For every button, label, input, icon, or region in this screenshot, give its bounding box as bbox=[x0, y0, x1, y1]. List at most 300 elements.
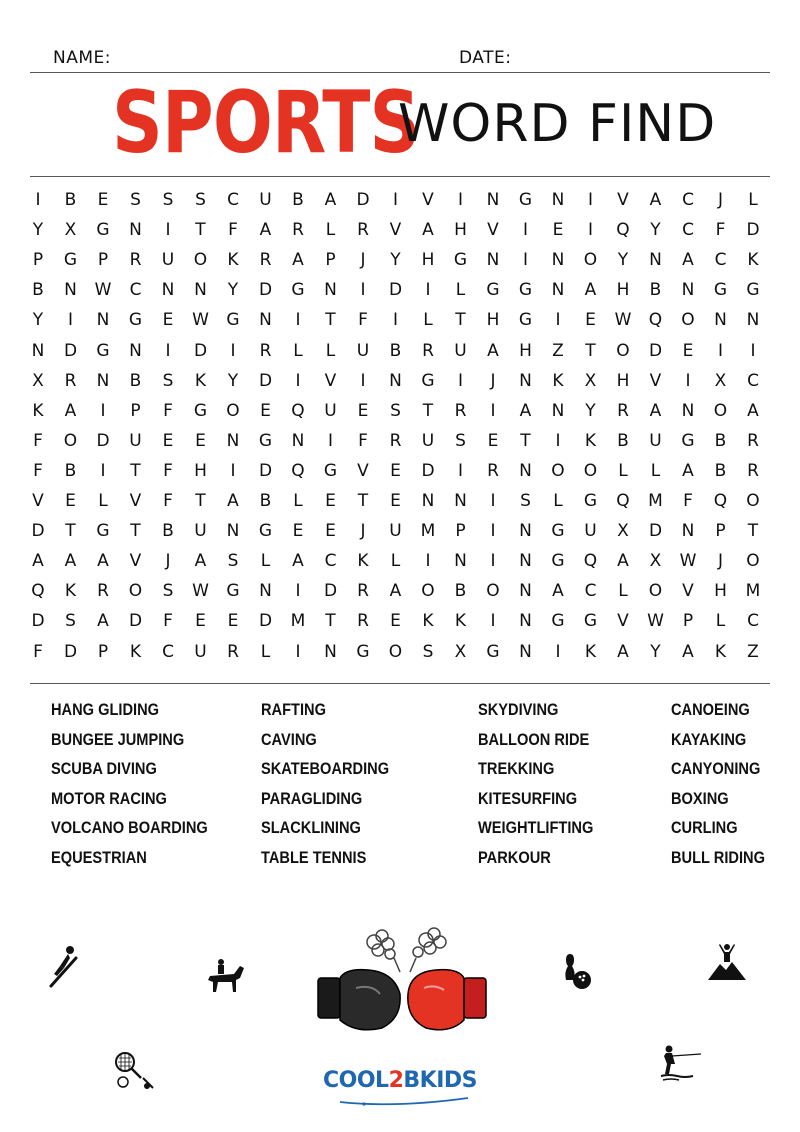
grid-letter: F bbox=[163, 400, 173, 421]
grid-letter: N bbox=[681, 521, 695, 542]
grid-letter: R bbox=[357, 220, 369, 241]
grid-letter: N bbox=[714, 310, 727, 331]
grid-letter: C bbox=[162, 641, 174, 662]
grid-letter: Y bbox=[617, 250, 629, 271]
grid-letter: A bbox=[292, 250, 304, 271]
grid-letter: P bbox=[97, 641, 109, 662]
grid-letter: C bbox=[682, 220, 694, 241]
grid-letter: R bbox=[97, 581, 109, 602]
grid-letter: B bbox=[64, 460, 77, 481]
grid-letter: I bbox=[522, 220, 528, 241]
grid-letter: L bbox=[423, 310, 433, 331]
grid-letter: G bbox=[226, 310, 240, 331]
grid-letter: R bbox=[617, 400, 629, 421]
grid-letter: D bbox=[193, 340, 208, 361]
grid-letter: V bbox=[129, 551, 142, 572]
grid-letter: G bbox=[518, 280, 533, 301]
word-list-item: BALLOON RIDE bbox=[478, 729, 590, 749]
grid-letter: A bbox=[682, 460, 694, 481]
grid-rule bbox=[30, 683, 770, 684]
grid-letter: O bbox=[713, 400, 728, 421]
word-list-item: BUNGEE JUMPING bbox=[51, 729, 185, 749]
grid-letter: S bbox=[130, 190, 141, 210]
grid-letter: G bbox=[323, 460, 338, 481]
grid-letter: N bbox=[454, 551, 467, 572]
grid-letter: D bbox=[323, 581, 338, 602]
grid-letter: C bbox=[714, 250, 727, 271]
grid-letter: A bbox=[194, 551, 207, 572]
grid-letter: Z bbox=[747, 641, 759, 662]
word-list-item: SCUBA DIVING bbox=[51, 759, 157, 779]
grid-letter: O bbox=[746, 491, 760, 511]
grid-letter: A bbox=[259, 220, 272, 241]
grid-letter: N bbox=[226, 430, 240, 451]
grid-letter: G bbox=[486, 280, 500, 301]
grid-letter: L bbox=[748, 190, 758, 210]
grid-letter: I bbox=[457, 370, 463, 391]
grid-letter: I bbox=[360, 370, 366, 391]
grid-letter: R bbox=[747, 460, 759, 481]
grid-letter: A bbox=[32, 551, 44, 572]
grid-letter: V bbox=[32, 491, 44, 511]
grid-letter: J bbox=[717, 551, 723, 572]
grid-letter: B bbox=[32, 280, 44, 301]
grid-letter: X bbox=[454, 641, 467, 662]
grid-letter: K bbox=[357, 551, 369, 572]
grid-letter: E bbox=[585, 310, 596, 331]
boxing-gloves-icon bbox=[316, 926, 488, 1036]
grid-letter: B bbox=[162, 521, 174, 542]
grid-letter: E bbox=[357, 400, 369, 421]
grid-letter: B bbox=[389, 340, 402, 361]
grid-letter: B bbox=[649, 280, 662, 301]
grid-letter: P bbox=[325, 250, 336, 271]
grid-letter: P bbox=[715, 521, 726, 542]
word-list-item: BOXING bbox=[671, 788, 729, 808]
grid-letter: A bbox=[682, 250, 694, 271]
grid-letter: T bbox=[195, 491, 206, 511]
grid-letter: I bbox=[230, 340, 236, 361]
logo-text-bkids: BKIDS bbox=[403, 1068, 477, 1093]
grid-letter: D bbox=[388, 280, 403, 301]
grid-letter: I bbox=[555, 641, 561, 662]
grid-letter: E bbox=[260, 400, 271, 421]
grid-letter: Y bbox=[390, 250, 401, 271]
title-word-find: WORD FIND bbox=[398, 94, 717, 154]
grid-letter: I bbox=[717, 340, 723, 361]
grid-letter: D bbox=[258, 460, 273, 481]
grid-letter: O bbox=[128, 581, 143, 602]
grid-letter: I bbox=[165, 340, 171, 361]
grid-letter: C bbox=[584, 581, 597, 602]
grid-letter: K bbox=[584, 641, 597, 662]
grid-letter: D bbox=[421, 460, 435, 481]
grid-letter: K bbox=[422, 611, 434, 632]
logo-swoosh bbox=[336, 1092, 476, 1108]
grid-letter: C bbox=[682, 190, 694, 210]
grid-letter: U bbox=[324, 400, 337, 421]
word-list-item: KAYAKING bbox=[671, 729, 747, 749]
grid-letter: C bbox=[227, 190, 239, 210]
grid-letter: G bbox=[96, 340, 110, 361]
grid-letter: V bbox=[617, 190, 629, 210]
grid-letter: G bbox=[681, 430, 695, 451]
grid-letter: I bbox=[295, 310, 301, 331]
grid-letter: L bbox=[618, 460, 628, 481]
word-list-item: MOTOR RACING bbox=[51, 788, 167, 808]
grid-letter: B bbox=[64, 190, 77, 210]
grid-letter: Q bbox=[616, 220, 630, 241]
grid-letter: E bbox=[195, 611, 206, 632]
word-list-item: SKATEBOARDING bbox=[261, 759, 390, 779]
grid-letter: U bbox=[161, 250, 175, 271]
grid-letter: N bbox=[194, 280, 207, 301]
grid-letter: O bbox=[388, 641, 403, 662]
grid-letter: Q bbox=[291, 400, 305, 421]
grid-letter: G bbox=[583, 491, 598, 511]
grid-letter: L bbox=[650, 460, 661, 481]
grid-letter: B bbox=[454, 581, 467, 602]
grid-letter: H bbox=[616, 280, 630, 301]
grid-letter: B bbox=[617, 430, 629, 451]
grid-letter: F bbox=[163, 611, 173, 632]
word-list-item: KITESURFING bbox=[478, 788, 578, 808]
grid-letter: O bbox=[193, 250, 208, 271]
grid-letter: K bbox=[714, 641, 727, 662]
grid-letter: O bbox=[681, 310, 695, 331]
word-list-item: CURLING bbox=[671, 818, 738, 838]
grid-letter: M bbox=[290, 611, 306, 632]
grid-letter: H bbox=[421, 250, 435, 271]
grid-letter: I bbox=[165, 220, 171, 241]
grid-letter: A bbox=[97, 611, 109, 632]
grid-letter: G bbox=[258, 430, 273, 451]
grid-letter: Y bbox=[227, 370, 239, 391]
grid-letter: J bbox=[360, 250, 366, 271]
name-label: NAME: bbox=[53, 48, 111, 68]
grid-letter: P bbox=[97, 250, 109, 271]
grid-letter: G bbox=[453, 250, 468, 271]
grid-letter: A bbox=[584, 280, 597, 301]
grid-letter: N bbox=[259, 310, 272, 331]
word-list-item: PARAGLIDING bbox=[261, 788, 363, 808]
grid-letter: N bbox=[681, 400, 695, 421]
grid-letter: A bbox=[617, 641, 629, 662]
grid-letter: K bbox=[747, 250, 759, 271]
grid-letter: G bbox=[356, 641, 370, 662]
grid-letter: P bbox=[32, 250, 44, 271]
grid-letter: I bbox=[327, 430, 333, 451]
grid-letter: D bbox=[31, 521, 45, 542]
grid-letter: V bbox=[649, 370, 662, 391]
grid-letter: I bbox=[555, 310, 561, 331]
word-list-item: TREKKING bbox=[478, 759, 555, 779]
grid-letter: D bbox=[746, 220, 760, 241]
grid-letter: E bbox=[97, 190, 109, 210]
grid-letter: O bbox=[421, 581, 435, 602]
grid-letter: T bbox=[520, 430, 531, 451]
grid-letter: G bbox=[96, 220, 110, 241]
grid-letter: F bbox=[33, 641, 43, 662]
grid-letter: G bbox=[713, 280, 728, 301]
grid-letter: L bbox=[455, 280, 466, 301]
grid-letter: B bbox=[129, 370, 142, 391]
grid-letter: L bbox=[260, 551, 271, 572]
grid-letter: I bbox=[230, 460, 236, 481]
grid-letter: N bbox=[519, 611, 532, 632]
grid-letter: A bbox=[519, 400, 532, 421]
grid-letter: I bbox=[295, 370, 301, 391]
grid-letter: N bbox=[486, 250, 500, 271]
grid-letter: O bbox=[648, 581, 663, 602]
grid-letter: G bbox=[63, 250, 78, 271]
grid-letter: N bbox=[389, 370, 402, 391]
grid-letter: K bbox=[552, 370, 564, 391]
grid-letter: O bbox=[746, 551, 760, 572]
grid-letter: U bbox=[194, 641, 207, 662]
grid-letter: D bbox=[96, 430, 110, 451]
grid-letter: P bbox=[682, 611, 694, 632]
grid-letter: N bbox=[421, 491, 435, 511]
word-list-item: EQUESTRIAN bbox=[51, 848, 147, 867]
grid-letter: G bbox=[226, 581, 240, 602]
grid-letter: Q bbox=[291, 460, 305, 481]
grid-letter: A bbox=[292, 551, 304, 572]
grid-letter: X bbox=[714, 370, 727, 391]
grid-letter: V bbox=[422, 190, 434, 210]
grid-letter: H bbox=[454, 220, 467, 241]
grid-letter: B bbox=[292, 190, 304, 210]
grid-letter: J bbox=[165, 551, 171, 572]
grid-letter: Q bbox=[648, 310, 663, 331]
grid-letter: G bbox=[128, 310, 143, 331]
grid-letter: R bbox=[357, 581, 369, 602]
grid-letter: A bbox=[649, 190, 662, 210]
grid-letter: K bbox=[32, 400, 44, 421]
grid-letter: G bbox=[551, 551, 565, 572]
grid-letter: N bbox=[519, 521, 532, 542]
grid-letter: L bbox=[293, 340, 303, 361]
grid-letter: E bbox=[292, 521, 304, 542]
grid-letter: N bbox=[746, 310, 760, 331]
grid-letter: U bbox=[194, 521, 207, 542]
grid-letter: K bbox=[194, 370, 207, 391]
grid-letter: I bbox=[35, 190, 41, 210]
grid-letter: D bbox=[356, 190, 370, 210]
grid-letter: G bbox=[258, 521, 273, 542]
grid-letter: A bbox=[617, 551, 629, 572]
grid-letter: N bbox=[551, 250, 565, 271]
grid-letter: N bbox=[96, 370, 110, 391]
word-list-item: SLACKLINING bbox=[261, 818, 361, 838]
grid-letter: Q bbox=[31, 581, 45, 602]
grid-letter: T bbox=[325, 310, 336, 331]
grid-letter: J bbox=[490, 370, 496, 391]
horse-rider-icon bbox=[204, 958, 246, 994]
grid-letter: F bbox=[683, 491, 693, 511]
grid-letter: F bbox=[33, 460, 43, 481]
grid-letter: F bbox=[715, 220, 726, 241]
grid-letter: Y bbox=[32, 310, 44, 331]
grid-letter: D bbox=[31, 611, 45, 632]
grid-letter: A bbox=[64, 400, 77, 421]
grid-letter: I bbox=[555, 430, 561, 451]
grid-letter: K bbox=[227, 250, 239, 271]
grid-letter: A bbox=[552, 581, 564, 602]
grid-letter: U bbox=[649, 430, 662, 451]
grid-letter: W bbox=[192, 581, 209, 602]
grid-letter: N bbox=[96, 310, 110, 331]
grid-letter: N bbox=[129, 220, 142, 241]
grid-letter: A bbox=[747, 400, 759, 421]
grid-letter: I bbox=[490, 521, 496, 542]
grid-letter: I bbox=[425, 280, 431, 301]
grid-letter: P bbox=[455, 521, 466, 542]
ski-jump-icon bbox=[48, 944, 82, 990]
grid-letter: A bbox=[227, 491, 239, 511]
grid-letter: I bbox=[587, 220, 593, 241]
grid-letter: T bbox=[747, 521, 759, 542]
grid-letter: G bbox=[583, 611, 598, 632]
grid-letter: S bbox=[455, 430, 466, 451]
grid-letter: Y bbox=[32, 220, 44, 241]
grid-letter: X bbox=[64, 220, 77, 241]
grid-letter: V bbox=[617, 611, 629, 632]
grid-letter: T bbox=[585, 340, 596, 361]
grid-letter: F bbox=[33, 430, 43, 451]
grid-letter: D bbox=[63, 641, 78, 662]
grid-letter: N bbox=[519, 370, 532, 391]
grid-letter: T bbox=[65, 521, 76, 542]
grid-letter: A bbox=[649, 400, 662, 421]
grid-letter: O bbox=[583, 460, 598, 481]
grid-letter: D bbox=[258, 280, 273, 301]
grid-letter: D bbox=[258, 611, 273, 632]
grid-letter: K bbox=[129, 641, 142, 662]
grid-letter: Y bbox=[650, 220, 661, 241]
grid-letter: N bbox=[226, 521, 240, 542]
grid-letter: R bbox=[454, 400, 467, 421]
grid-letter: W bbox=[94, 280, 112, 301]
grid-letter: D bbox=[648, 521, 663, 542]
grid-letter: N bbox=[519, 460, 532, 481]
grid-letter: I bbox=[360, 280, 366, 301]
grid-letter: Q bbox=[616, 491, 630, 511]
grid-letter: I bbox=[685, 370, 691, 391]
word-list-item: TABLE TENNIS bbox=[261, 848, 367, 867]
grid-letter: K bbox=[64, 581, 77, 602]
grid-letter: E bbox=[390, 611, 401, 632]
grid-letter: E bbox=[195, 430, 206, 451]
grid-letter: I bbox=[490, 400, 496, 421]
grid-letter: N bbox=[551, 400, 565, 421]
grid-letter: H bbox=[486, 310, 500, 331]
grid-letter: G bbox=[421, 370, 435, 391]
grid-letter: E bbox=[162, 310, 174, 331]
grid-letter: S bbox=[162, 370, 174, 391]
grid-letter: I bbox=[295, 641, 301, 662]
grid-letter: I bbox=[750, 340, 756, 361]
grid-letter: U bbox=[421, 430, 435, 451]
grid-letter: N bbox=[486, 190, 500, 210]
grid-letter: I bbox=[392, 310, 398, 331]
grid-letter: I bbox=[392, 190, 398, 210]
word-list-item: CAVING bbox=[261, 729, 317, 749]
grid-letter: I bbox=[425, 551, 431, 572]
grid-letter: X bbox=[617, 521, 629, 542]
grid-letter: K bbox=[454, 611, 467, 632]
grid-letter: F bbox=[358, 430, 368, 451]
grid-letter: I bbox=[100, 400, 106, 421]
grid-letter: W bbox=[679, 551, 697, 572]
grid-letter: O bbox=[583, 250, 598, 271]
grid-letter: R bbox=[129, 250, 142, 271]
grid-letter: B bbox=[714, 430, 727, 451]
climber-icon bbox=[706, 942, 748, 982]
word-list-item: SKYDIVING bbox=[478, 700, 559, 719]
grid-letter: N bbox=[649, 250, 662, 271]
grid-letter: S bbox=[195, 190, 206, 210]
grid-letter: Y bbox=[650, 641, 661, 662]
grid-letter: E bbox=[325, 491, 336, 511]
grid-letter: L bbox=[325, 220, 336, 241]
grid-letter: C bbox=[324, 551, 337, 572]
grid-letter: L bbox=[98, 491, 108, 511]
grid-letter: O bbox=[226, 400, 240, 421]
grid-letter: R bbox=[422, 340, 434, 361]
grid-letter: T bbox=[357, 491, 369, 511]
grid-letter: E bbox=[390, 491, 401, 511]
grid-letter: U bbox=[259, 190, 272, 210]
grid-letter: K bbox=[584, 430, 597, 451]
date-label: DATE: bbox=[459, 48, 512, 68]
grid-letter: A bbox=[422, 220, 434, 241]
logo-text-2: 2 bbox=[388, 1068, 404, 1093]
grid-letter: E bbox=[325, 521, 336, 542]
grid-letter: H bbox=[519, 340, 532, 361]
grid-letter: X bbox=[649, 551, 662, 572]
grid-letter: E bbox=[227, 611, 239, 632]
grid-letter: G bbox=[551, 521, 565, 542]
grid-letter: Q bbox=[713, 491, 728, 511]
grid-letter: S bbox=[227, 551, 239, 572]
cool2bkids-logo bbox=[323, 1070, 477, 1092]
grid-letter: N bbox=[681, 280, 695, 301]
grid-letter: N bbox=[519, 551, 532, 572]
grid-letter: I bbox=[67, 310, 73, 331]
title-rule bbox=[30, 176, 770, 177]
grid-letter: X bbox=[584, 370, 597, 391]
grid-letter: G bbox=[518, 190, 533, 210]
grid-letter: D bbox=[258, 370, 273, 391]
grid-letter: E bbox=[552, 220, 564, 241]
grid-letter: G bbox=[291, 280, 305, 301]
word-list-item: HANG GLIDING bbox=[51, 700, 160, 719]
grid-letter: R bbox=[487, 460, 499, 481]
grid-letter: I bbox=[100, 460, 106, 481]
grid-letter: R bbox=[292, 220, 304, 241]
grid-letter: C bbox=[747, 611, 759, 632]
grid-letter: D bbox=[128, 611, 143, 632]
grid-letter: I bbox=[490, 551, 496, 572]
grid-letter: W bbox=[647, 611, 664, 632]
grid-letter: U bbox=[389, 521, 402, 542]
grid-letter: R bbox=[64, 370, 77, 391]
word-list-item: WEIGHTLIFTING bbox=[478, 818, 594, 838]
grid-letter: W bbox=[192, 310, 209, 331]
grid-letter: X bbox=[32, 370, 44, 391]
grid-letter: M bbox=[648, 491, 663, 511]
